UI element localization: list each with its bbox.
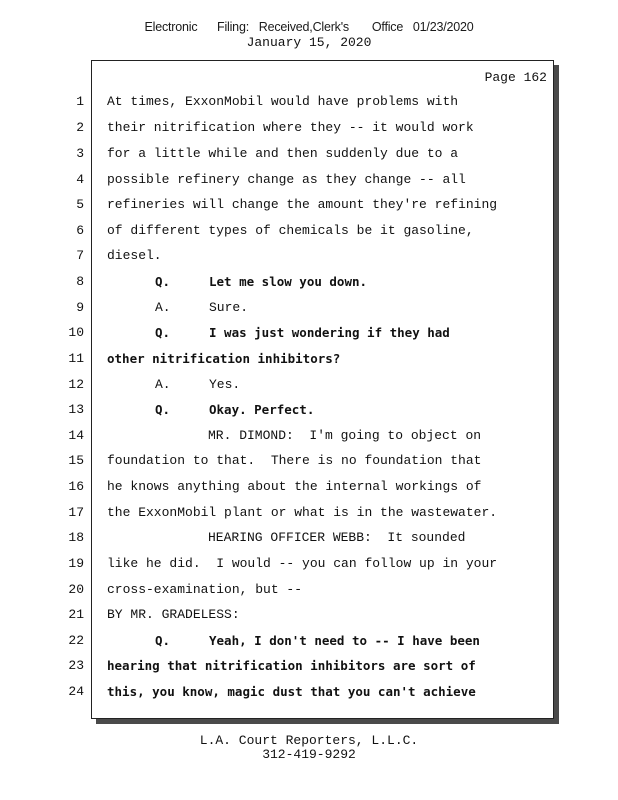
transcript-line	[0, 197, 560, 217]
transcript-line	[0, 479, 560, 499]
line-number: 17	[68, 505, 84, 520]
line-number: 24	[68, 684, 84, 699]
question-marker: Q.	[155, 633, 171, 648]
transcript-line	[0, 94, 560, 114]
line-number: 10	[68, 325, 84, 340]
line-text: the ExxonMobil plant or what is in the wastewater.	[107, 505, 498, 520]
transcript-line	[0, 223, 560, 243]
transcript-line	[0, 248, 560, 268]
question-marker: Q.	[155, 325, 171, 340]
line-text: he knows anything about the internal workings of	[107, 479, 482, 494]
reporter-phone: 312-419-9292	[262, 747, 356, 762]
answer-marker: A.	[155, 300, 171, 315]
transcript-line	[0, 300, 560, 320]
line-number: 15	[68, 453, 84, 468]
question-marker: Q.	[155, 402, 171, 417]
line-number: 8	[76, 274, 84, 289]
line-text: foundation to that. There is no foundation that	[107, 453, 482, 468]
line-number: 1	[76, 94, 84, 109]
line-text: Sure.	[209, 300, 249, 315]
line-text: MR. DIMOND: I'm going to object on	[208, 428, 482, 443]
line-number: 19	[68, 556, 84, 571]
line-number: 9	[76, 300, 84, 315]
transcript-line	[0, 658, 560, 678]
question-marker: Q.	[155, 274, 171, 289]
transcript-line	[0, 172, 560, 192]
line-text: other nitrification inhibitors?	[107, 351, 341, 366]
line-text: Okay. Perfect.	[209, 402, 315, 417]
line-number: 3	[76, 146, 84, 161]
transcript-line	[0, 453, 560, 473]
transcript-line	[0, 530, 560, 550]
line-text: diesel.	[107, 248, 162, 263]
transcript-line	[0, 428, 560, 448]
line-number: 7	[76, 248, 84, 263]
transcript-line	[0, 607, 560, 627]
line-number: 5	[76, 197, 84, 212]
line-text: Yeah, I don't need to -- I have been	[209, 633, 480, 648]
page-number: Page 162	[484, 70, 547, 85]
line-text: for a little while and then suddenly due to a	[107, 146, 459, 161]
line-text: their nitrification where they -- it would work	[107, 120, 474, 135]
line-number: 12	[68, 377, 84, 392]
transcript-date: January 15, 2020	[246, 35, 372, 50]
line-number: 18	[68, 530, 84, 545]
transcript-line	[0, 325, 560, 345]
line-text: like he did. I would -- you can follow up in your	[107, 556, 498, 571]
transcript-line	[0, 351, 560, 371]
transcript-line	[0, 146, 560, 166]
filing-stamp: Electronic Filing: Received,Clerk's Office 01/23/2020	[144, 20, 474, 34]
line-text: HEARING OFFICER WEBB: It sounded	[208, 530, 466, 545]
line-text: I was just wondering if they had	[209, 325, 450, 340]
transcript-line	[0, 377, 560, 397]
line-number: 23	[68, 658, 84, 673]
transcript-line	[0, 684, 560, 704]
line-number: 2	[76, 120, 84, 135]
line-number: 13	[68, 402, 84, 417]
line-text: Let me slow you down.	[209, 274, 368, 289]
transcript-line	[0, 402, 560, 422]
line-number: 11	[68, 351, 84, 366]
reporter-firm: L.A. Court Reporters, L.L.C.	[199, 733, 419, 748]
line-text: cross-examination, but --	[107, 582, 303, 597]
line-number: 22	[68, 633, 84, 648]
transcript-line	[0, 556, 560, 576]
line-number: 20	[68, 582, 84, 597]
transcript-line	[0, 505, 560, 525]
line-text: Yes.	[209, 377, 241, 392]
line-text: this, you know, magic dust that you can't achieve	[107, 684, 476, 699]
line-text: refineries will change the amount they're refining	[107, 197, 498, 212]
line-number: 4	[76, 172, 84, 187]
answer-marker: A.	[155, 377, 171, 392]
transcript-line	[0, 633, 560, 653]
line-text: possible refinery change as they change -- all	[107, 172, 466, 187]
line-text: BY MR. GRADELESS:	[107, 607, 240, 622]
transcript-line	[0, 274, 560, 294]
transcript-line	[0, 120, 560, 140]
line-text: hearing that nitrification inhibitors are sort of	[107, 658, 476, 673]
line-number: 16	[68, 479, 84, 494]
line-number: 21	[68, 607, 84, 622]
line-number: 6	[76, 223, 84, 238]
transcript-line	[0, 582, 560, 602]
line-number: 14	[68, 428, 84, 443]
line-text: of different types of chemicals be it gasoline,	[107, 223, 474, 238]
line-text: At times, ExxonMobil would have problems with	[107, 94, 459, 109]
